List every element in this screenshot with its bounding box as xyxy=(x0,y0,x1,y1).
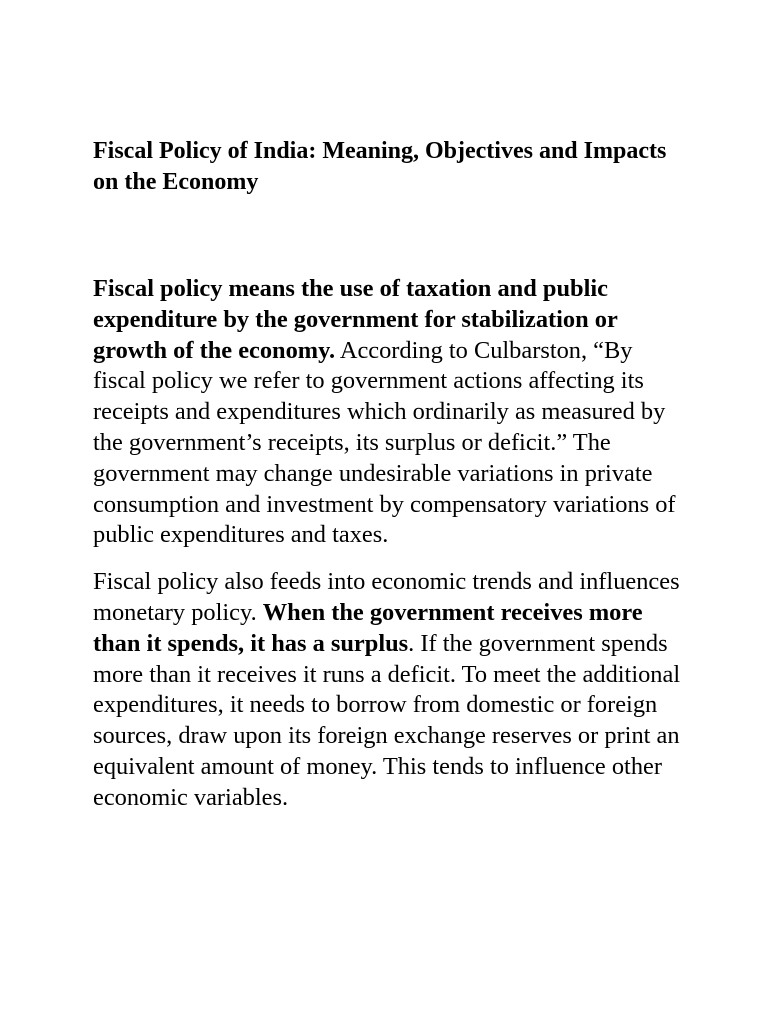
surplus-bold-text: When the government receives more than it spends, it has a surplus xyxy=(93,598,643,657)
definition-body-text: According to Culbarston, “By fiscal policy we refer to government actions affecting its receipts and expenditures which ordinarily as measured by the government’s receipts, its surplus or deficit.” The government may change undesirable variations in private consumption and investment by compensatory variations of public expenditures and taxes. xyxy=(93,336,676,549)
paragraph-definition xyxy=(93,274,683,551)
surplus-body-text: . If the government spends more than it receives it runs a deficit. To meet the additional expenditures, it needs to borrow from domestic or foreign sources, draw upon its foreign exchange reserves or print an equivalent amount of money. This tends to influence other economic variables. xyxy=(93,629,681,811)
document-title: Fiscal Policy of India: Meaning, Objectives and Impacts on the Economy xyxy=(93,138,667,195)
surplus-intro-text: Fiscal policy also feeds into economic trends and influences monetary policy. xyxy=(93,568,680,626)
definition-bold-text: Fiscal policy means the use of taxation and public expenditure by the government for stabilization or growth of the economy. xyxy=(93,275,618,364)
paragraph-surplus-deficit xyxy=(93,567,683,813)
document-body xyxy=(93,136,683,814)
